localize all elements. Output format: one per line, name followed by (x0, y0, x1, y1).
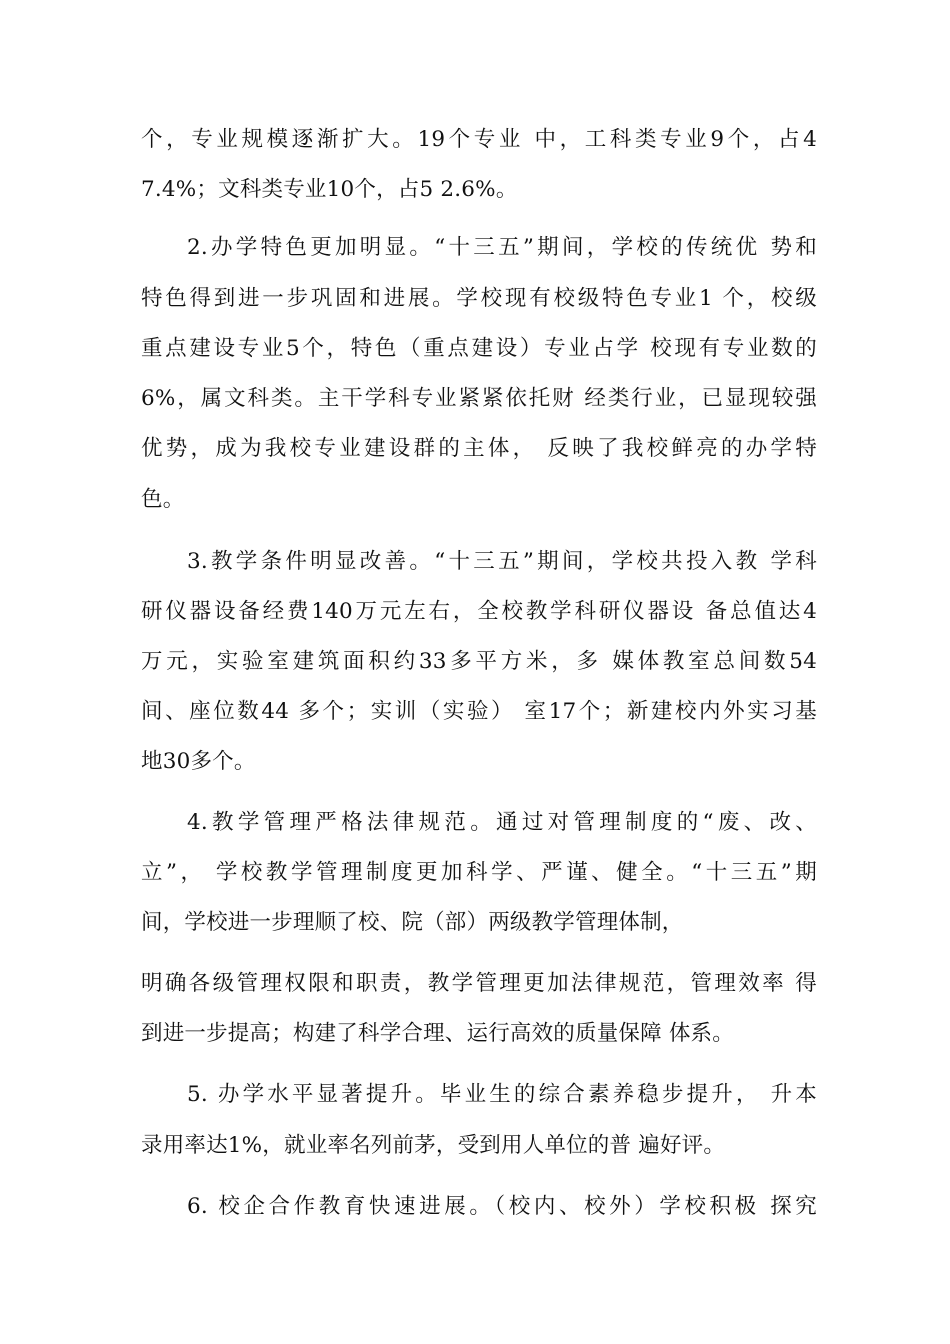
paragraph-heading-line: 3.教学条件明显改善。“十三五”期间，学校共投入教 学科 (187, 549, 817, 574)
text-line: 特色得到进一步巩固和进展。学校现有校级特色专业1 个，校级 (141, 286, 817, 311)
text-line: 到进一步提高；构建了科学合理、运行高效的质量保障 体系。 (141, 1021, 734, 1046)
text-line: 立”， 学校教学管理制度更加科学、严谨、健全。“十三五”期 (141, 860, 817, 885)
text-line: 录用率达1%，就业率名列前茅，受到用人单位的普 遍好评。 (141, 1133, 726, 1158)
text-line: 明确各级管理权限和职责，教学管理更加法律规范，管理效率 得 (141, 971, 817, 996)
text-line: 优势，成为我校专业建设群的主体， 反映了我校鲜亮的办学特 (141, 436, 817, 461)
text-line: 万元，实验室建筑面积约33多平方米，多 媒体教室总间数54 (141, 649, 817, 674)
paragraph-heading-line: 5. 办学水平显著提升。毕业生的综合素养稳步提升， 升本 (187, 1082, 817, 1107)
text-line: 7.4%；文科类专业10个，占5 2.6%。 (141, 177, 518, 202)
paragraph-heading-line: 4.教学管理严格法律规范。通过对管理制度的“废、改、 (187, 810, 817, 835)
text-line: 间，学校进一步理顺了校、院（部）两级教学管理体制， (141, 910, 684, 935)
text-line: 研仪器设备经费140万元左右，全校教学科研仪器设 备总值达4 (141, 599, 817, 624)
text-line: 个，专业规模逐渐扩大。19个专业 中，工科类专业9个，占4 (141, 127, 817, 152)
paragraph-heading-line: 2.办学特色更加明显。“十三五”期间，学校的传统优 势和 (187, 235, 817, 260)
text-line: 地30多个。 (141, 749, 256, 774)
text-line: 色。 (141, 487, 185, 512)
text-line: 6%，属文科类。主干学科专业紧紧依托财 经类行业，已显现较强 (141, 386, 817, 411)
text-line: 间、座位数44 多个；实训（实验） 室17个；新建校内外实习基 (141, 699, 817, 724)
text-line: 重点建设专业5个，特色（重点建设）专业占学 校现有专业数的 (141, 336, 817, 361)
paragraph-heading-line: 6. 校企合作教育快速进展。（校内、校外）学校积极 探究 (187, 1194, 817, 1219)
